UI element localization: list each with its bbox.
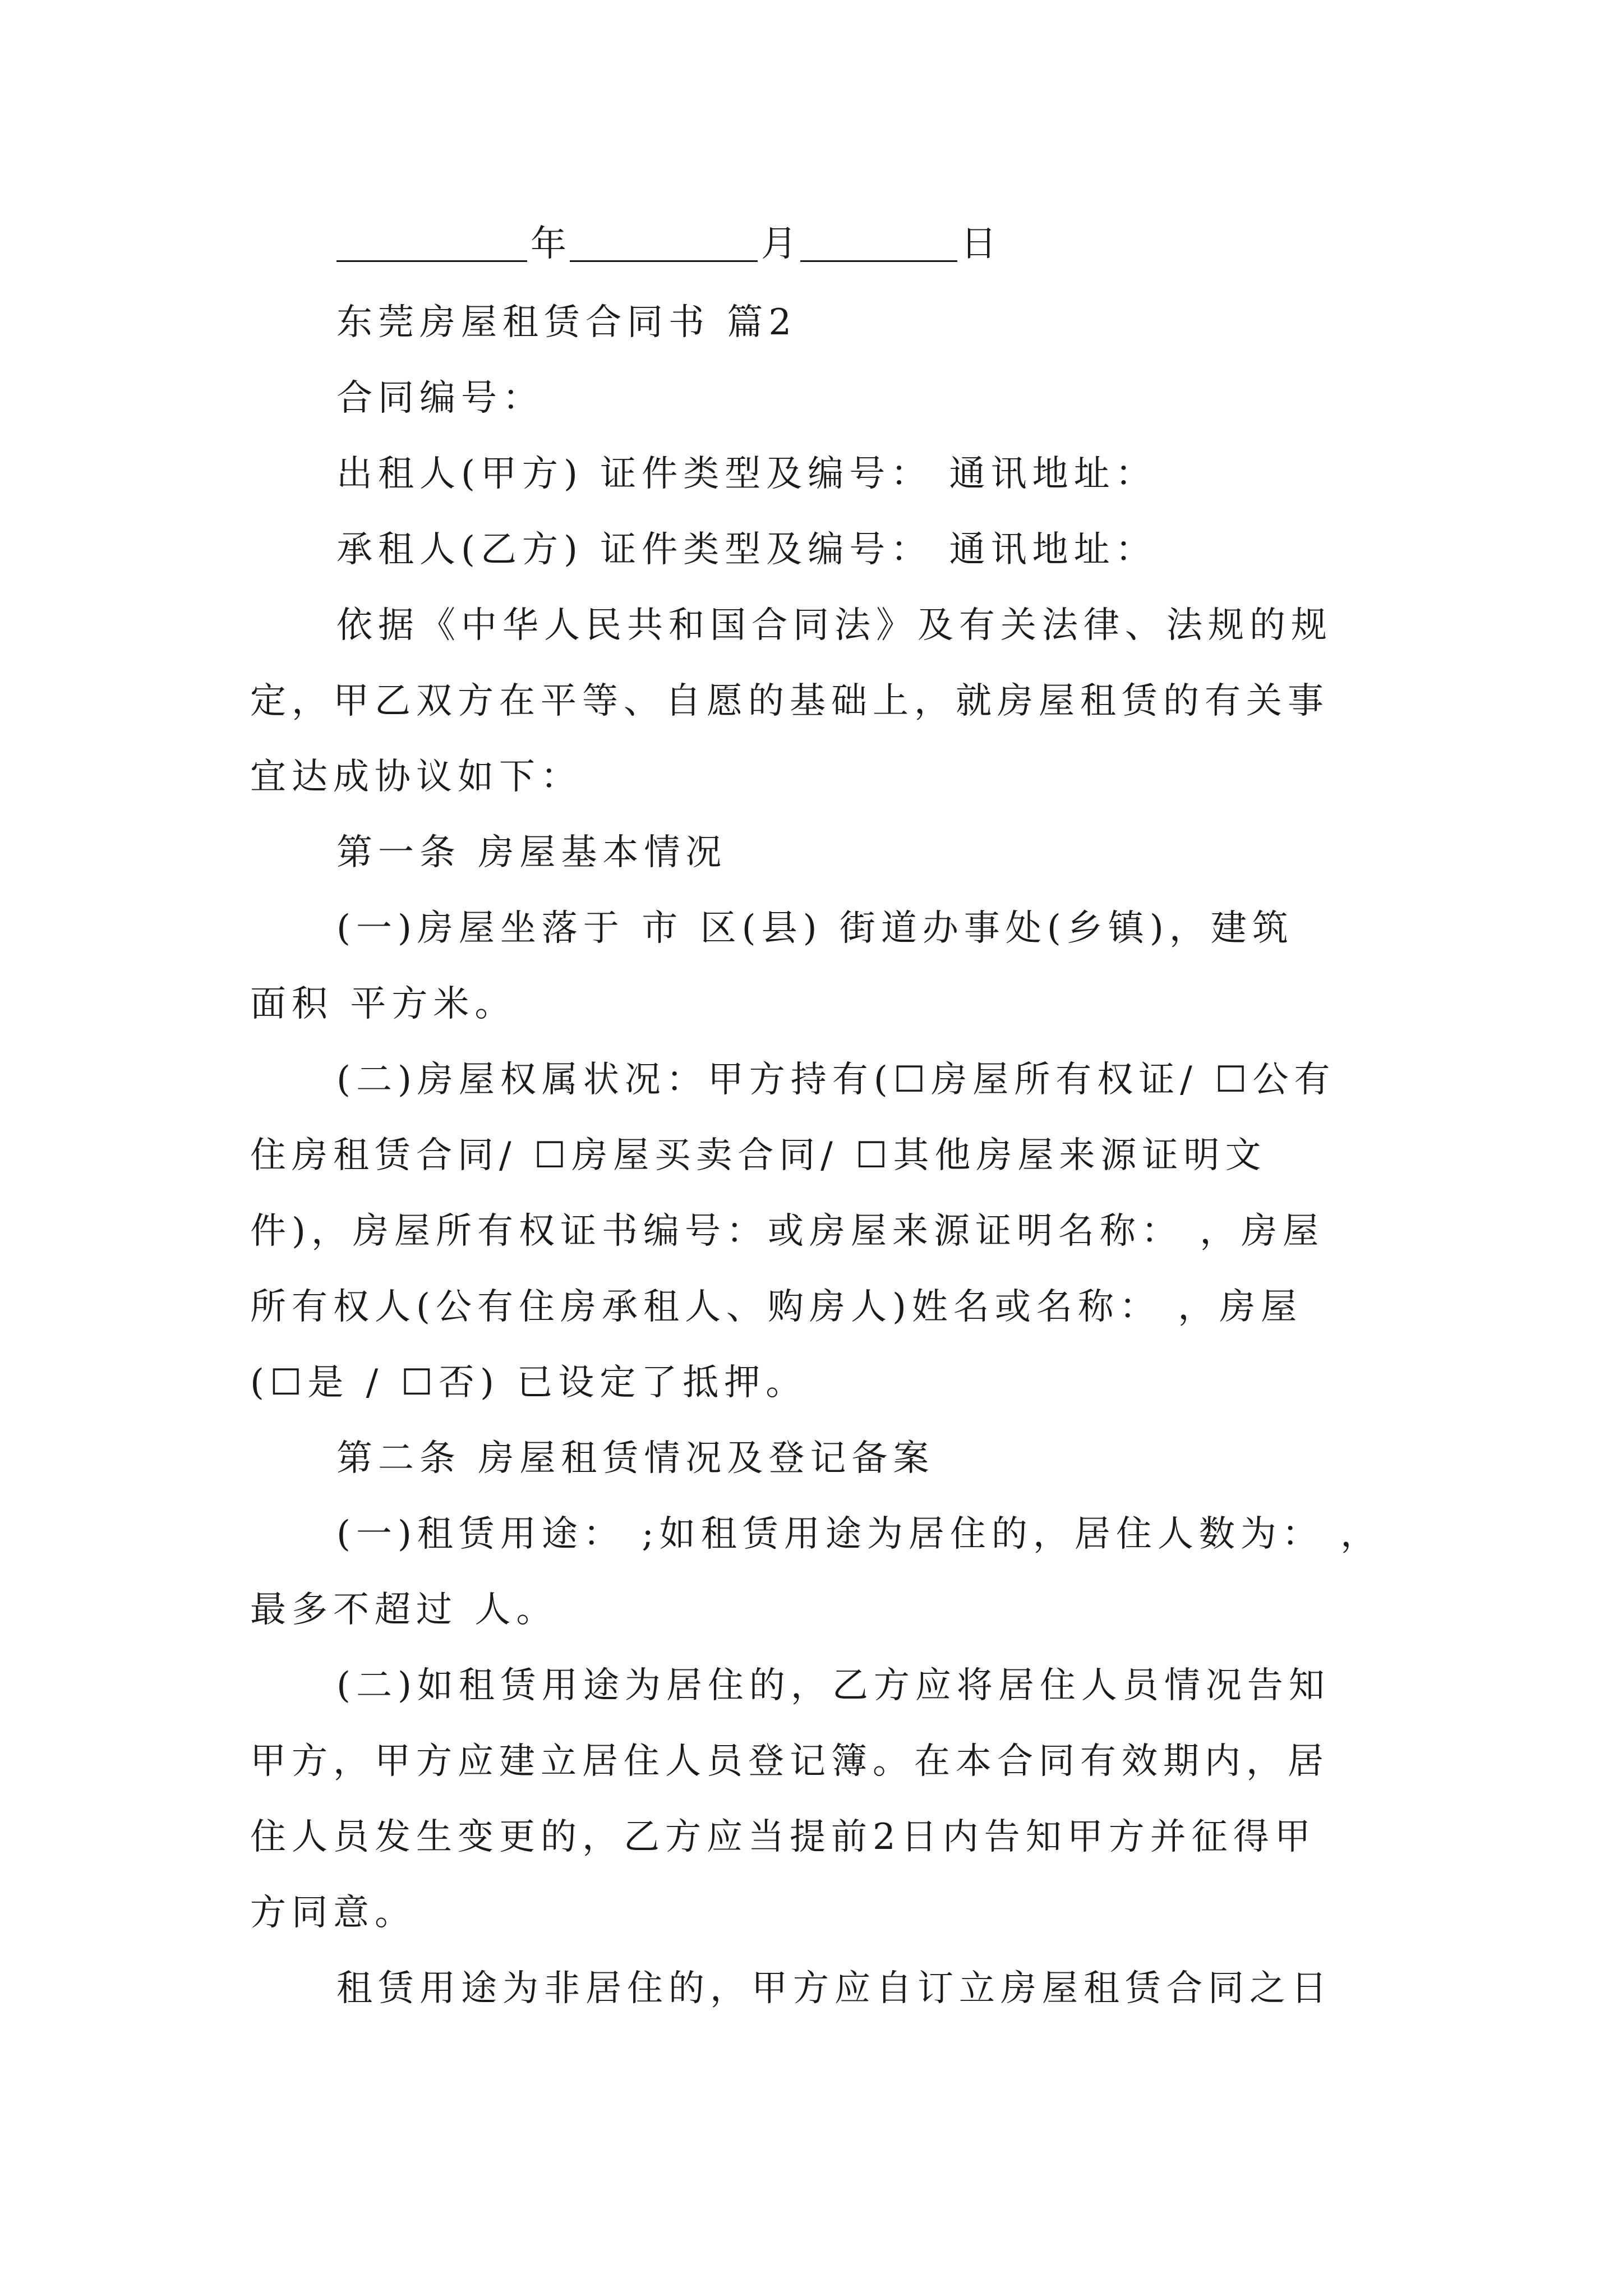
paragraph-line: 件)，房屋所有权证书编号：或房屋来源证明名称： ，房屋 bbox=[250, 1211, 1325, 1252]
paragraph-line: (二)房屋权属状况：甲方持有(☐房屋所有权证/ ☐公有 bbox=[336, 1059, 1336, 1101]
article-heading: 第一条 房屋基本情况 bbox=[336, 832, 727, 873]
paragraph-line: 甲方，甲方应建立居住人员登记簿。在本合同有效期内，居 bbox=[250, 1741, 1329, 1782]
lessee-line: 承租人(乙方) 证件类型及编号： 通讯地址： bbox=[336, 529, 1157, 570]
month-blank bbox=[570, 226, 758, 262]
month-label: 月 bbox=[761, 223, 797, 265]
section-title: 东莞房屋租赁合同书 篇2 bbox=[336, 302, 797, 343]
paragraph-line: (一)房屋坐落于 市 区(县) 街道办事处(乡镇)，建筑 bbox=[336, 908, 1294, 949]
paragraph-line: (☐是 / ☐否) 已设定了抵押。 bbox=[250, 1362, 808, 1404]
day-label: 日 bbox=[961, 223, 997, 265]
year-label: 年 bbox=[531, 223, 566, 265]
paragraph-line: 住房租赁合同/ ☐房屋买卖合同/ ☐其他房屋来源证明文 bbox=[250, 1135, 1267, 1176]
paragraph-line: (二)如租赁用途为居住的，乙方应将居住人员情况告知 bbox=[336, 1665, 1330, 1706]
paragraph-line: 住人员发生变更的，乙方应当提前2日内告知甲方并征得甲 bbox=[250, 1816, 1316, 1858]
paragraph-line: 依据《中华人民共和国合同法》及有关法律、法规的规 bbox=[336, 605, 1332, 646]
paragraph-line: 定，甲乙双方在平等、自愿的基础上，就房屋租赁的有关事 bbox=[250, 680, 1329, 722]
day-blank bbox=[800, 226, 957, 262]
paragraph-line: 面积 平方米。 bbox=[250, 983, 517, 1025]
paragraph-line: 租赁用途为非居住的，甲方应自订立房屋租赁合同之日 bbox=[336, 1968, 1332, 2009]
paragraph-line: 所有权人(公有住房承租人、购房人)姓名或名称： ，房屋 bbox=[250, 1286, 1303, 1328]
paragraph-line: 宜达成协议如下： bbox=[250, 756, 582, 798]
year-blank bbox=[336, 226, 527, 262]
paragraph-line: 方同意。 bbox=[250, 1892, 416, 1934]
paragraph-line: 最多不超过 人。 bbox=[250, 1589, 558, 1631]
lessor-line: 出租人(甲方) 证件类型及编号： 通讯地址： bbox=[336, 453, 1157, 495]
article-heading: 第二条 房屋租赁情况及登记备案 bbox=[336, 1438, 935, 1479]
contract-number-label: 合同编号： bbox=[336, 378, 544, 419]
date-line bbox=[336, 222, 1000, 266]
paragraph-line: (一)租赁用途： ;如租赁用途为居住的，居住人数为： ， bbox=[336, 1513, 1382, 1555]
